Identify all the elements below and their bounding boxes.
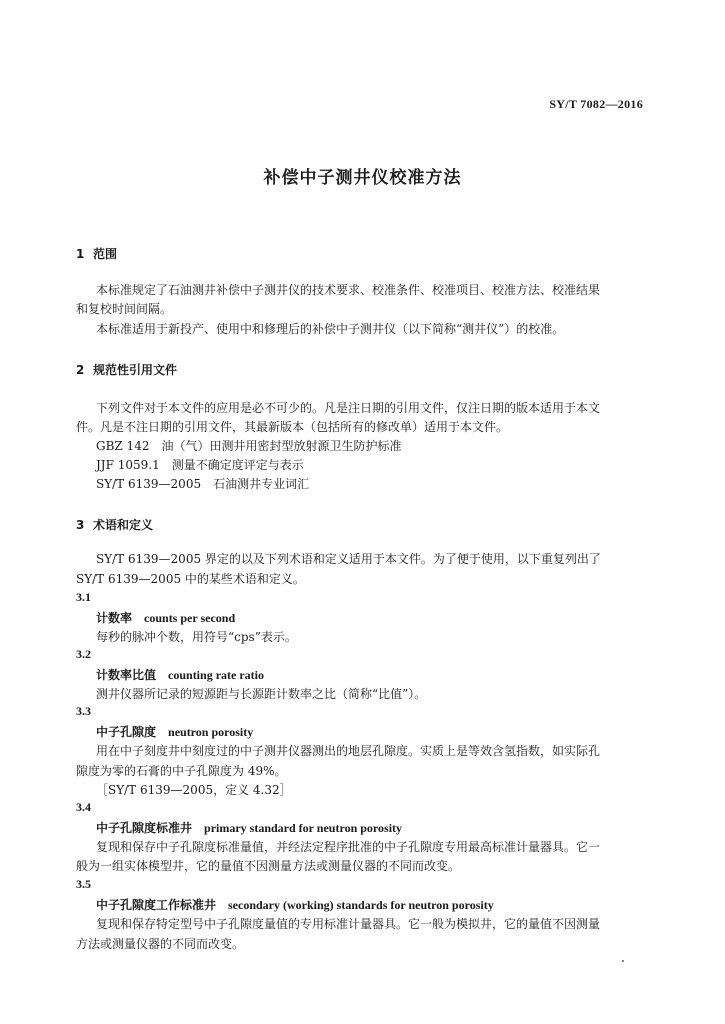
term-3-2-chinese: 计数率比值 [96, 668, 157, 682]
document-title: 补偿中子测井仪校准方法 [263, 168, 462, 188]
section-1-para-1-line-2: 和复校时间间隔。 [76, 302, 173, 316]
reference-sy-t-6139: SY/T 6139—2005 石油测井专业词汇 [96, 477, 310, 491]
term-3-3-english: neutron porosity [168, 725, 254, 739]
term-3-2-definition: 测井仪器所记录的短源距与长源距计数率之比（简称“比值”）。 [96, 687, 427, 701]
term-3-5-number: 3.5 [76, 877, 91, 891]
term-3-1-heading [96, 609, 235, 626]
section-3-heading [76, 516, 153, 533]
section-3-title: 术语和定义 [93, 518, 154, 532]
section-1-number: 1 [76, 247, 85, 261]
reference-jjf-1059: JJF 1059.1 测量不确定度评定与表示 [96, 458, 304, 472]
term-3-3-source: ［SY/T 6139—2005，定义 4.32］ [96, 783, 292, 797]
term-3-5-definition-line-1: 复现和保存特定型号中子孔隙度量值的专用标准计量器具。它一般为模拟井，它的量值不因测量 [96, 917, 601, 931]
term-3-4-definition-line-1: 复现和保存中子孔隙度标准量值，并经法定程序批准的中子孔隙度专用最高标准计量器具。它一 [96, 840, 601, 854]
section-1-title: 范围 [93, 247, 118, 261]
section-2-number: 2 [76, 363, 85, 377]
term-3-1-chinese: 计数率 [96, 611, 133, 625]
section-1-para-1-line-1: 本标准规定了石油测井补偿中子测井仪的技术要求、校准条件、校准项目、校准方法、校准结果 [96, 283, 601, 297]
section-3-number: 3 [76, 518, 85, 532]
term-3-5-english: secondary (working) standards for neutron porosity [228, 898, 494, 912]
section-1-para-2: 本标准适用于新投产、使用中和修理后的补偿中子测井仪（以下简称“测井仪”）的校准。 [96, 322, 565, 336]
scan-speck [622, 960, 624, 962]
term-3-1-number: 3.1 [76, 590, 91, 604]
term-3-2-english: counting rate ratio [168, 668, 264, 682]
term-3-4-english: primary standard for neutron porosity [204, 821, 403, 835]
section-2-title: 规范性引用文件 [93, 363, 178, 377]
section-1-heading [76, 245, 117, 262]
reference-gbz-142: GBZ 142 油（气）田测井用密封型放射源卫生防护标准 [96, 439, 402, 453]
term-3-4-chinese: 中子孔隙度标准井 [96, 821, 193, 835]
section-2-heading [76, 361, 177, 378]
term-3-4-definition-line-2: 般为一组实体模型井，它的量值不因测量方法或测量仪器的不同而改变。 [76, 859, 461, 873]
term-3-3-definition-line-2: 隙度为零的石膏的中子孔隙度为 49%。 [76, 764, 287, 778]
term-3-4-heading [96, 819, 402, 836]
term-3-1-definition: 每秒的脉冲个数，用符号“cps”表示。 [96, 630, 297, 644]
section-2-para-1-line-2: 件。凡是不注日期的引用文件，其最新版本（包括所有的修改单）适用于本文件。 [76, 420, 509, 434]
term-3-3-heading [96, 723, 253, 740]
term-3-2-heading [96, 666, 264, 683]
term-3-2-number: 3.2 [76, 647, 91, 661]
term-3-3-number: 3.3 [76, 704, 91, 718]
section-3-para-1-line-2: SY/T 6139—2005 中的某些术语和定义。 [76, 572, 305, 586]
section-3-para-1-line-1: SY/T 6139—2005 界定的以及下列术语和定义适用于本文件。为了便于使用，以下重复列出了 [96, 552, 601, 566]
term-3-3-definition-line-1: 用在中子刻度井中刻度过的中子测井仪器测出的地层孔隙度。实质上是等效含氢指数，如实际孔 [96, 744, 601, 758]
term-3-4-number: 3.4 [76, 800, 91, 814]
standard-code: SY/T 7082—2016 [549, 97, 643, 111]
term-3-5-definition-line-2: 方法或测量仪器的不同而改变。 [76, 937, 245, 951]
term-3-1-english: counts per second [144, 611, 236, 625]
term-3-5-chinese: 中子孔隙度工作标准井 [96, 898, 217, 912]
term-3-5-heading [96, 896, 494, 913]
term-3-3-chinese: 中子孔隙度 [96, 725, 157, 739]
section-2-para-1-line-1: 下列文件对于本文件的应用是必不可少的。凡是注日期的引用文件，仅注日期的版本适用于本文 [96, 401, 601, 415]
